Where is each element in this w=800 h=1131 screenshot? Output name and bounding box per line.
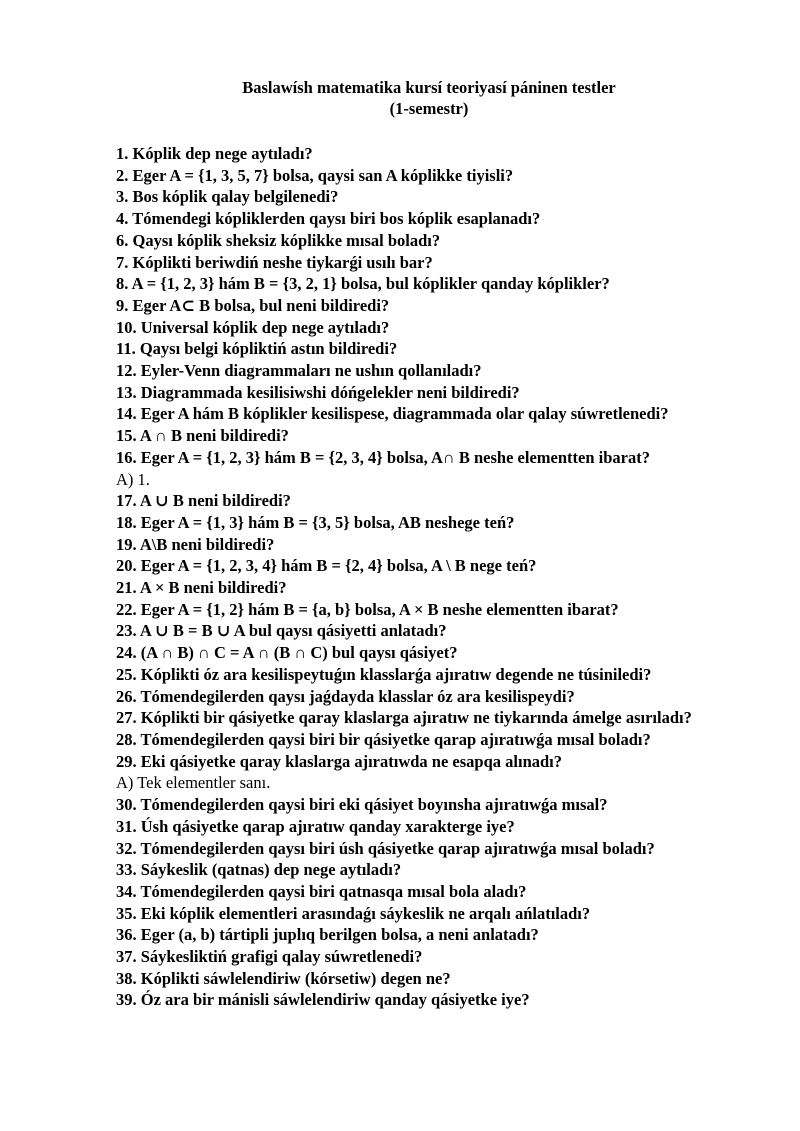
question-item: 32. Tómendegilerden qaysı biri úsh qásiyetke qarap ajıratıwǵa mısal boladı?: [116, 838, 655, 858]
question-item: 34. Tómendegilerden qaysi biri qatnasqa mısal bola aladı?: [116, 881, 527, 901]
question-item: 22. Eger A = {1, 2} hám B = {a, b} bolsa, A × B neshe elementten ibarat?: [116, 599, 619, 619]
question-item: 14. Eger A hám B kóplikler kesilispese, diagrammada olar qalay súwretlenedi?: [116, 404, 669, 424]
title-line-2: (1-semestr): [389, 99, 469, 118]
question-item: 12. Eyler-Venn diagrammaları ne ushın qollanıladı?: [116, 361, 482, 381]
question-item: 6. Qaysı kóplik sheksiz kóplikke mısal boladı?: [116, 230, 441, 250]
question-item: 38. Kóplikti sáwlelendiriw (kórsetiw) degen ne?: [116, 968, 451, 988]
question-item: 37. Sáykesliktiń grafigi qalay súwretlenedi?: [116, 947, 423, 967]
question-item: 31. Úsh qásiyetke qarap ajıratıw qanday xarakterge iye?: [116, 816, 515, 836]
question-item: 4. Tómendegi kópliklerden qaysı biri bos kóplik esaplanadı?: [116, 209, 541, 229]
question-item: 33. Sáykeslik (qatnas) dep nege aytıladı?: [116, 860, 402, 880]
question-item: 3. Bos kóplik qalay belgilenedi?: [116, 187, 339, 207]
question-item: 25. Kóplikti óz ara kesilispeytuǵın klasslarǵa ajıratıw degende ne túsiniledi?: [116, 664, 652, 684]
question-item: 29. Eki qásiyetke qaray klaslarga ajıratıwda ne esapqa alınadı?: [116, 751, 563, 771]
question-item: 18. Eger A = {1, 3} hám B = {3, 5} bolsa, AB neshege teń?: [116, 512, 515, 532]
question-item: 13. Diagrammada kesilisiwshi dóńgelekler neni bildiredi?: [116, 382, 520, 402]
document-title: [0, 77, 800, 119]
question-item: 39. Óz ara bir mánisli sáwlelendiriw qanday qásiyetke iye?: [116, 990, 530, 1010]
question-item: 30. Tómendegilerden qaysi biri eki qásiyet boyınsha ajıratıwǵa mısal?: [116, 795, 608, 815]
question-item: 17. A ∪ B neni bildiredi?: [116, 491, 291, 511]
question-item: 19. A\B neni bildiredi?: [116, 534, 275, 554]
question-item: 20. Eger A = {1, 2, 3, 4} hám B = {2, 4} bolsa, A \ B nege teń?: [116, 556, 537, 576]
question-item: 15. A ∩ B neni bildiredi?: [116, 426, 289, 446]
answer-option: A) Tek elementler sanı.: [116, 773, 271, 793]
question-item: 8. A = {1, 2, 3} hám B = {3, 2, 1} bolsa, bul kóplikler qanday kóplikler?: [116, 274, 610, 294]
question-list: [116, 143, 756, 1011]
title-line-1: Baslawísh matematika kursí teoriyasí páninen testler: [242, 78, 616, 97]
question-item: 28. Tómendegilerden qaysi biri bir qásiyetke qarap ajıratıwǵa mısal boladı?: [116, 729, 651, 749]
question-item: 23. A ∪ B = B ∪ A bul qaysı qásiyetti anlatadı?: [116, 621, 447, 641]
question-item: 26. Tómendegilerden qaysı jaǵdayda klasslar óz ara kesilispeydi?: [116, 686, 575, 706]
question-item: 7. Kóplikti beriwdiń neshe tiykarǵi usılı bar?: [116, 252, 433, 272]
question-item: 9. Eger A⊂ B bolsa, bul neni bildiredi?: [116, 295, 390, 315]
answer-option: A) 1.: [116, 469, 150, 489]
question-item: 24. (A ∩ B) ∩ C = A ∩ (B ∩ C) bul qaysı qásiyet?: [116, 643, 458, 663]
question-item: 16. Eger A = {1, 2, 3} hám B = {2, 3, 4} bolsa, A∩ B neshe elementten ibarat?: [116, 447, 650, 467]
question-item: 35. Eki kóplik elementleri arasındaǵı sáykeslik ne arqalı ańlatıladı?: [116, 903, 591, 923]
question-item: 11. Qaysı belgi kópliktiń astın bildiredi?: [116, 339, 398, 359]
question-item: 2. Eger A = {1, 3, 5, 7} bolsa, qaysi san A kóplikke tiyisli?: [116, 165, 514, 185]
question-item: 21. A × B neni bildiredi?: [116, 578, 287, 598]
question-item: 27. Kóplikti bir qásiyetke qaray klaslarga ajıratıw ne tiykarında ámelge asırıladı?: [116, 708, 692, 728]
question-item: 1. Kóplik dep nege aytıladı?: [116, 144, 313, 163]
question-item: 10. Universal kóplik dep nege aytıladı?: [116, 317, 390, 337]
question-item: 36. Eger (a, b) tártipli juplıq berilgen bolsa, a neni anlatadı?: [116, 925, 539, 945]
